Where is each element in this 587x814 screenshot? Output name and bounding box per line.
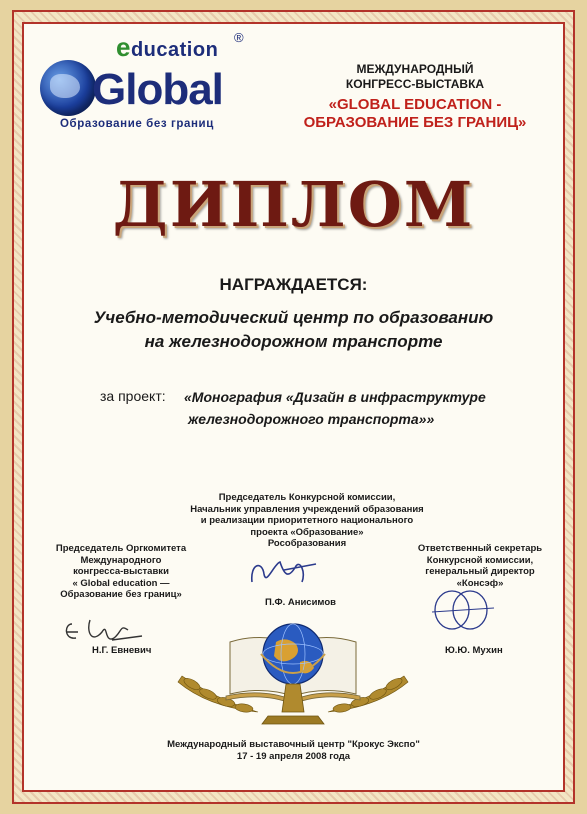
global-education-logo xyxy=(36,30,244,140)
chair-title-line: Рособразования xyxy=(267,538,347,549)
congress-header xyxy=(295,62,535,132)
logo-global-word: Global xyxy=(92,65,223,114)
recipient-name xyxy=(40,306,547,354)
project-line-2: железнодорожного транспорта»» xyxy=(188,411,435,427)
chair-title-line: Председатель Конкурсной комиссии, xyxy=(218,492,396,503)
awarded-heading: НАГРАЖДАЕТСЯ: xyxy=(219,275,368,294)
recipient-line-2: на железнодорожном транспорте xyxy=(144,332,443,351)
secretary-title-line: Ответственный секретарь xyxy=(417,543,543,554)
organizer-signature-icon xyxy=(62,610,152,650)
recipient-line-1: Учебно-методический центр по образованию xyxy=(93,308,494,327)
logo-tagline: Образование без границ xyxy=(60,118,214,130)
congress-name-1: «GLOBAL EDUCATION - xyxy=(328,96,502,113)
chair-signatory-title xyxy=(182,492,432,550)
organizer-title-line: Международного xyxy=(80,554,162,566)
diploma-title: ДИПЛОМ xyxy=(112,168,475,241)
organizer-title-line: Образование без границ» xyxy=(60,589,182,600)
secretary-name: Ю.Ю. Мухин xyxy=(445,645,503,656)
congress-name-2: ОБРАЗОВАНИЕ БЕЗ ГРАНИЦ» xyxy=(303,114,527,131)
chair-title-line: проекта «Образование» xyxy=(250,526,364,538)
secretary-title-line: Конкурсной комиссии, xyxy=(426,554,534,566)
secretary-title-line: «Консэф» xyxy=(456,577,504,589)
organizer-name: Н.Г. Евневич xyxy=(92,645,152,656)
globe-logo-icon xyxy=(40,60,96,116)
organizer-title-line: конгресса-выставки xyxy=(73,566,169,577)
project-line-1: «Монография «Дизайн в инфраструктуре xyxy=(184,389,486,405)
organizer-title-line: « Global education — xyxy=(72,577,170,589)
organizer-title-line: Председатель Оргкомитета xyxy=(55,543,187,554)
footer-venue: Международный выставочный центр "Крокус Экспо" xyxy=(167,739,420,750)
logo-education-word: education xyxy=(116,32,219,62)
chair-name: П.Ф. Анисимов xyxy=(265,597,336,608)
chair-signature-icon xyxy=(244,552,324,592)
chair-title-line: Начальник управления учреждений образования xyxy=(190,503,424,515)
congress-line-1: МЕЖДУНАРОДНЫЙ xyxy=(356,62,474,76)
project-label: за проект: xyxy=(100,388,166,404)
chair-title-line: и реализации приоритетного национального xyxy=(200,515,414,526)
footer-dates: 17 - 19 апреля 2008 года xyxy=(236,751,351,762)
secretary-signature-icon xyxy=(428,586,498,636)
event-footer xyxy=(0,739,587,763)
project-title xyxy=(184,386,514,430)
organizer-signatory-title xyxy=(46,543,196,601)
registered-mark: ® xyxy=(234,30,244,45)
secretary-signatory-title xyxy=(400,543,560,589)
globe-book-emblem-icon xyxy=(168,612,418,732)
secretary-title-line: генеральный директор xyxy=(425,566,535,577)
congress-line-2: КОНГРЕСС-ВЫСТАВКА xyxy=(345,77,485,91)
